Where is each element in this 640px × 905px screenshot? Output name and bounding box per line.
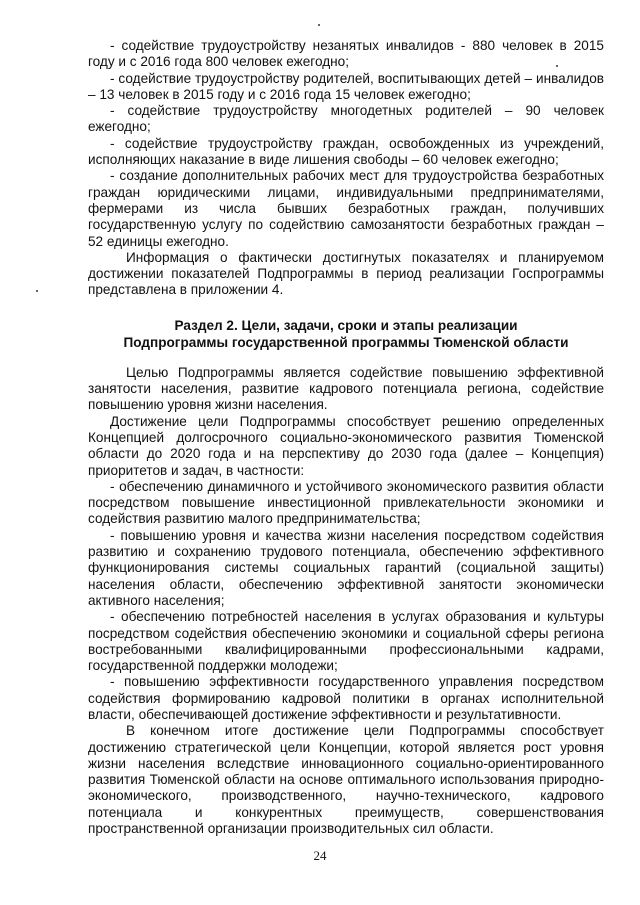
paragraph: - содействие трудоустройству граждан, освобожденных из учреждений, исполняющих наказание в виде лишения свободы – 60 человек ежегодно; bbox=[88, 135, 604, 168]
paragraph: - обеспечению потребностей населения в услугах образования и культуры посредством содействия обеспечению экономики и социальной сферы региона востребованными квалифицированными профессиональными кадрами, государственной поддержки молодежи; bbox=[88, 609, 604, 674]
paragraph: - обеспечению динамичного и устойчивого экономического развития области посредством повышение инвестиционной привлекательности экономики и содействия развитию малого предпринимательства; bbox=[88, 478, 604, 527]
paragraph: Достижение цели Подпрограммы способствует решению определенных Концепцией долгосрочного социально-экономического развития Тюменской области до 2020 года и на перспективу до 2030 года (далее – Концепция) приоритетов и задач, в частности: bbox=[88, 413, 604, 478]
section-heading-line: Подпрограммы государственной программы Тюменской области bbox=[123, 334, 569, 350]
paragraph: Информация о фактически достигнутых показателях и планируемом достижении показателей Подпрограммы в период реализации Госпрограммы представлена в приложении 4. bbox=[88, 249, 604, 298]
paragraph: - содействие трудоустройству родителей, воспитывающих детей – инвалидов – 13 человек в 2015 году и с 2016 года 15 человек ежегодно; bbox=[88, 70, 604, 102]
document-page bbox=[88, 38, 604, 837]
section-heading bbox=[88, 317, 604, 351]
scan-speck bbox=[36, 290, 38, 292]
paragraph: - повышению эффективности государственного управления посредством содействия формированию кадровой политики в органах исполнительной власти, обеспечивающей достижение эффективности и результативности. bbox=[88, 674, 604, 722]
paragraph: - содействие трудоустройству незанятых инвалидов - 880 человек в 2015 году и с 2016 года 800 человек ежегодно; bbox=[88, 38, 604, 70]
section-heading-line: Раздел 2. Цели, задачи, сроки и этапы реализации bbox=[174, 317, 518, 333]
scan-speck bbox=[318, 24, 320, 26]
paragraph: - содействие трудоустройству многодетных родителей – 90 человек ежегодно; bbox=[88, 103, 604, 135]
paragraph: - повышению уровня и качества жизни населения посредством содействия развитию и сохранению трудового потенциала, обеспечению эффективного функционирования системы социальных гарантий (социальной защиты) населения области, обеспечению эффективной занятости экономически активного населения; bbox=[88, 527, 604, 608]
paragraph: - создание дополнительных рабочих мест для трудоустройства безработных граждан юридическими лицами, индивидуальными предпринимателями, фермерами из числа бывших безработных граждан, получивших государственную услугу по содействию самозанятости безработных граждан – 52 единицы ежегодно. bbox=[88, 168, 604, 249]
paragraph: В конечном итоге достижение цели Подпрограммы способствует достижению стратегической цели Концепции, которой является рост уровня жизни населения вследствие инновационного социально-ориентированного развития Тюменской области на основе оптимального использования природно-экономического, производственного, научно-технического, кадрового потенциала и конкурентных преимуществ, совершенствования пространственной организации производительных сил области. bbox=[88, 723, 604, 837]
page-number: 24 bbox=[313, 848, 327, 863]
paragraph: Целью Подпрограммы является содействие повышению эффективной занятости населения, развитие кадрового потенциала региона, содействие повышению уровня жизни населения. bbox=[88, 364, 604, 413]
